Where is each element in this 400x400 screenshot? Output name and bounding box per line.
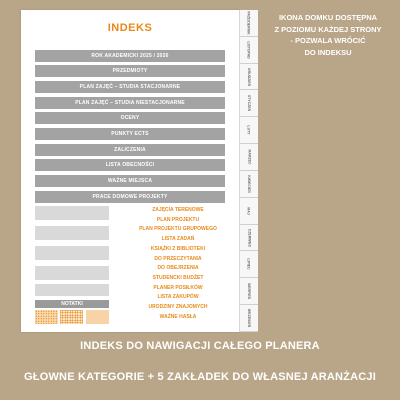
index-link-homework[interactable]: PRACE DOMOWE PROJEKTY [35, 191, 225, 203]
index-link-credits[interactable]: ZALICZENIA [35, 144, 225, 156]
notes-link[interactable]: NOTATKI [35, 300, 109, 308]
tab-month[interactable]: STYCZEŃ [240, 90, 258, 117]
index-link-extra[interactable]: PLANER POSIŁKÓW [153, 284, 203, 291]
index-link-grades[interactable]: OCENY [35, 112, 225, 124]
notes-pattern-fine-dots[interactable] [86, 310, 109, 324]
home-icon-note: IKONA DOMKU DOSTĘPNA Z POZIOMU KAŻDEJ STRONY - POZWALA WRÓCIĆ DO INDEKSU [274, 13, 382, 57]
index-link-ects[interactable]: PUNKTY ECTS [35, 128, 225, 140]
tab-month[interactable]: PAŹDZIERNIK [240, 10, 258, 37]
tab-month[interactable]: WRZESIEŃ [240, 305, 258, 332]
index-link-extra[interactable]: PLAN PROJEKTU [156, 216, 200, 223]
index-link-extra[interactable]: PLAN PROJEKTU GRUPOWEGO [139, 226, 217, 233]
index-link-extra[interactable]: DO OBEJRZENIA [157, 265, 199, 272]
tab-month[interactable]: GRUDZIEŃ [240, 64, 258, 91]
tab-month[interactable]: CZERWIEC [240, 225, 258, 252]
custom-tab-box [35, 226, 109, 240]
caption-line-2: GŁOWNE KATEGORIE + 5 ZAKŁADEK DO WŁASNEJ ARANŻACJI [24, 371, 376, 383]
index-link-extra[interactable]: URODZINY ZNAJOMYCH [148, 304, 208, 311]
caption-line-1: INDEKS DO NAWIGACJI CAŁEGO PLANERA [80, 340, 320, 352]
custom-tab-box [35, 206, 109, 220]
tab-month[interactable]: KWIECIEŃ [240, 171, 258, 198]
index-link-extra[interactable]: ZAJĘCIA TERENOWE [152, 207, 204, 213]
index-link-subjects[interactable]: PRZEDMIOTY [35, 65, 225, 77]
tab-month[interactable]: LISTOPAD [240, 37, 258, 64]
notes-pattern-grid[interactable] [60, 310, 83, 324]
tab-month[interactable]: LUTY [240, 117, 258, 144]
index-link-places[interactable]: WAŻNE MIEJSCA [35, 175, 225, 187]
tab-month[interactable]: LIPIEC [240, 251, 258, 278]
index-link-schedule-fulltime[interactable]: PLAN ZAJĘĆ – STUDIA STACJONARNE [35, 81, 225, 93]
index-link-extra[interactable]: LISTA ZAKUPÓW [157, 294, 199, 301]
index-link-attendance[interactable]: LISTA OBECNOŚCI [35, 159, 225, 171]
index-link-schedule-parttime[interactable]: PLAN ZAJĘĆ – STUDIA NIESTACJONARNE [35, 97, 225, 109]
index-link-extra[interactable]: STUDENCKI BUDŻET [152, 274, 204, 281]
custom-tab-box [35, 246, 109, 260]
tab-month[interactable]: MARZEC [240, 144, 258, 171]
tab-month[interactable]: MAJ [240, 198, 258, 225]
index-link-extra[interactable]: WAŻNE HASŁA [159, 313, 197, 320]
tab-month[interactable]: SIERPIEŃ [240, 278, 258, 305]
index-link-academic-year[interactable]: ROK AKADEMICKI 2025 / 2026 [35, 50, 225, 62]
index-link-extra[interactable]: KSIĄŻKI Z BIBLIOTEKI [150, 245, 206, 252]
custom-tab-box [35, 266, 109, 280]
notes-pattern-dots[interactable] [35, 310, 58, 324]
index-page [21, 10, 239, 332]
page-title: INDEKS [107, 22, 153, 34]
month-tabs [239, 10, 258, 332]
custom-tab-box [35, 284, 109, 296]
index-link-extra[interactable]: DO PRZECZYTANIA [154, 255, 202, 262]
index-link-extra[interactable]: LISTA ZADAŃ [161, 236, 195, 243]
extra-sections-list [123, 206, 233, 322]
